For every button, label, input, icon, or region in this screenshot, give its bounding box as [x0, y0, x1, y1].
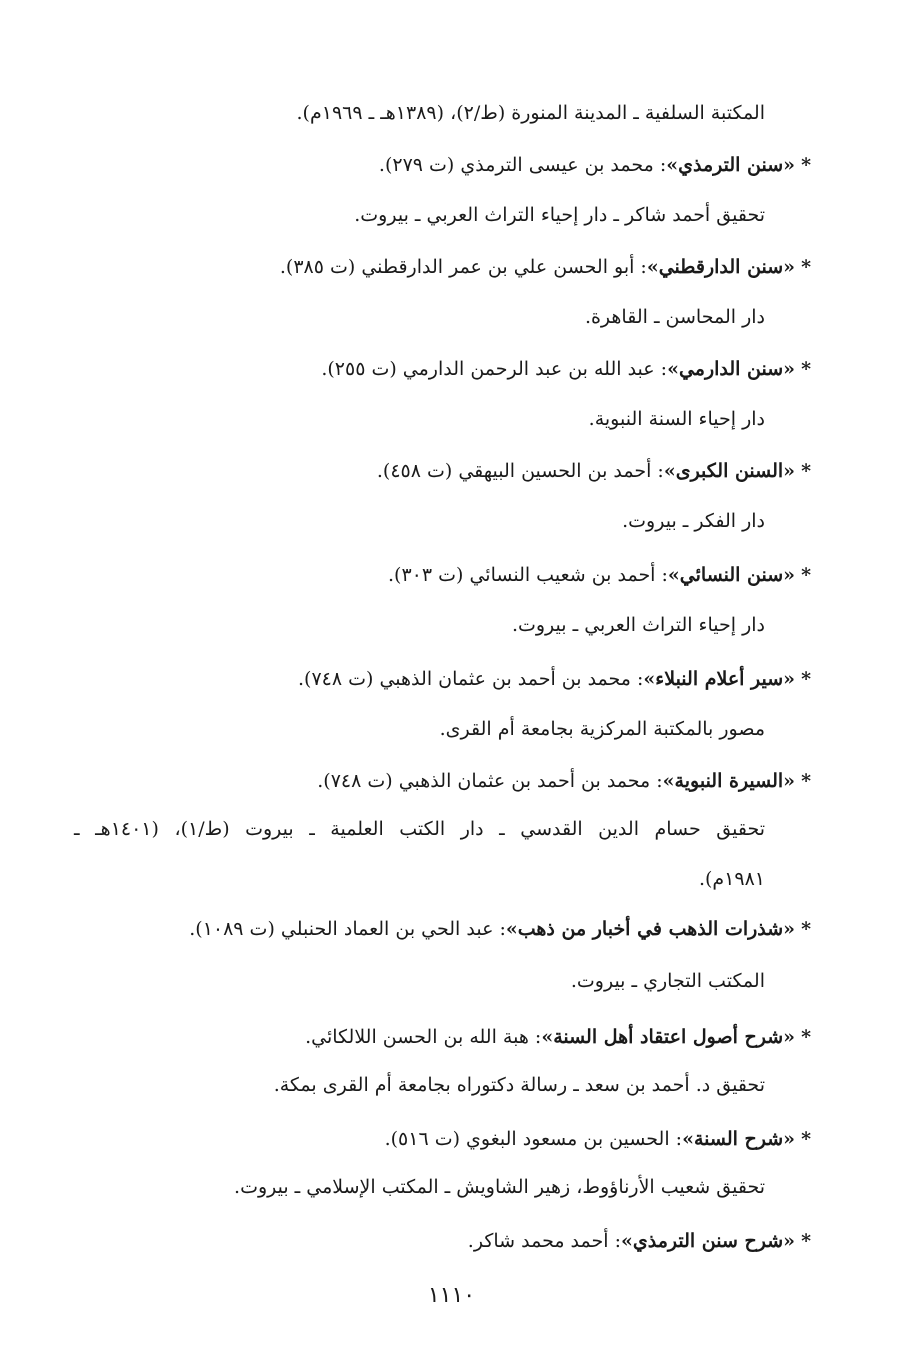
publication-details: تحقيق د. أحمد بن سعد ـ رسالة دكتوراه بجامعة أم القرى بمكة.: [273, 1074, 765, 1096]
bibliography-entry: [40, 664, 811, 694]
publication-details: المكتب التجاري ـ بيروت.: [570, 970, 765, 992]
entry-title: «سنن الدارقطني»: [646, 256, 796, 278]
entry-bullet: *: [801, 358, 811, 380]
entry-author: : أحمد محمد شاكر.: [467, 1230, 621, 1252]
entry-bullet: *: [801, 154, 811, 176]
entry-title: «شرح سنن الترمذي»: [620, 1230, 796, 1252]
entry-author: : محمد بن عيسى الترمذي (ت ٢٧٩).: [378, 154, 667, 176]
entry-title: «شرح السنة»: [682, 1128, 796, 1150]
bibliography-entry: [40, 1022, 811, 1052]
publication-details: تحقيق شعيب الأرناؤوط، زهير الشاويش ـ المكتب الإسلامي ـ بيروت.: [234, 1176, 765, 1198]
entry-title: «شرح أصول اعتقاد أهل السنة»: [541, 1026, 796, 1048]
publication-details: تحقيق حسام الدين القدسي ـ دار الكتب العلمية ـ بيروت (ط/١)، (١٤٠١هـ ـ: [74, 818, 766, 840]
entry-title: «سير أعلام النبلاء»: [643, 668, 796, 690]
entry-bullet: *: [801, 918, 811, 940]
entry-bullet: *: [801, 1128, 811, 1150]
entry-bullet: *: [801, 460, 811, 482]
publication-details: المكتبة السلفية ـ المدينة المنورة (ط/٢)، (١٣٨٩هـ ـ ١٩٦٩م).: [296, 102, 765, 124]
page-number: ١١١٠: [427, 1283, 476, 1308]
bibliography-entry: [40, 150, 811, 180]
publication-details: دار إحياء السنة النبوية.: [588, 408, 765, 430]
entry-author: : أحمد بن شعيب النسائي (ت ٣٠٣).: [388, 564, 668, 586]
publication-details: دار المحاسن ـ القاهرة.: [584, 306, 765, 328]
entry-bullet: *: [801, 770, 811, 792]
entry-bullet: *: [801, 1230, 811, 1252]
entry-title: «سنن الترمذي»: [666, 154, 796, 176]
publication-details: دار الفكر ـ بيروت.: [622, 510, 765, 532]
entry-author: : الحسين بن مسعود البغوي (ت ٥١٦).: [384, 1128, 683, 1150]
entry-bullet: *: [801, 256, 811, 278]
publication-details: مصور بالمكتبة المركزية بجامعة أم القرى.: [439, 718, 765, 740]
bibliography-entry: [40, 1226, 811, 1256]
entry-author: : محمد بن أحمد بن عثمان الذهبي (ت ٧٤٨).: [317, 770, 663, 792]
publication-details: دار إحياء التراث العربي ـ بيروت.: [511, 614, 765, 636]
entry-title: «السنن الكبرى»: [663, 460, 796, 482]
entry-title: «سنن الدارمي»: [667, 358, 796, 380]
bibliography-entry: [40, 914, 811, 944]
entry-bullet: *: [801, 564, 811, 586]
bibliography-entry: [40, 560, 811, 590]
entry-author: : عبد الله بن عبد الرحمن الدارمي (ت ٢٥٥).: [321, 358, 668, 380]
entry-title: «السيرة النبوية»: [662, 770, 796, 792]
entry-bullet: *: [801, 668, 811, 690]
entry-author: : أحمد بن الحسين البيهقي (ت ٤٥٨).: [376, 460, 664, 482]
entry-author: : محمد بن أحمد بن عثمان الذهبي (ت ٧٤٨).: [298, 668, 644, 690]
bibliography-entry: [40, 354, 811, 384]
bibliography-entry: [40, 456, 811, 486]
entry-author: : عبد الحي بن العماد الحنبلي (ت ١٠٨٩).: [189, 918, 506, 940]
bibliography-entry: [40, 766, 811, 796]
publication-details: تحقيق أحمد شاكر ـ دار إحياء التراث العربي ـ بيروت.: [354, 204, 765, 226]
bibliography-entry: [40, 252, 811, 282]
bibliography-entry: [40, 1124, 811, 1154]
entry-author: : أبو الحسن علي بن عمر الدارقطني (ت ٣٨٥).: [279, 256, 647, 278]
entry-title: «سنن النسائي»: [667, 564, 796, 586]
publication-details: ١٩٨١م).: [698, 868, 765, 890]
entry-title: «شذرات الذهب في أخبار من ذهب»: [505, 918, 796, 940]
entry-author: : هبة الله بن الحسن اللالكائي.: [305, 1026, 542, 1048]
entry-bullet: *: [801, 1026, 811, 1048]
